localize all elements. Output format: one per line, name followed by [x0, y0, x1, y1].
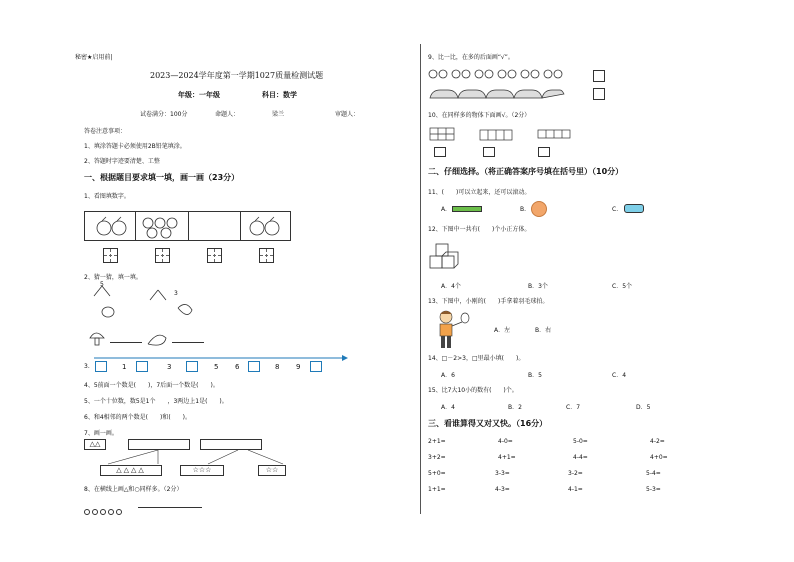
star-row: ☆☆ [258, 465, 286, 476]
notes-title: 答卷注意事项： [84, 128, 127, 135]
question-1: 1、看图填数字。 [84, 193, 130, 200]
question-8: 8、在横线上画△和○同样多。（2分） [84, 486, 183, 493]
answer-line[interactable] [172, 342, 204, 343]
full-score: 试卷满分：100分 [140, 111, 188, 118]
calc-item: 4-1= [568, 486, 583, 493]
bracket-lines [98, 450, 298, 466]
fill-row-icons [88, 328, 208, 350]
car-row-icon [428, 86, 568, 104]
exam-title: 2023—2024学年度第一学期1027质量检测试题 [150, 71, 324, 80]
question-7: 7、画一画。 [84, 430, 118, 437]
question-9: 9、比一比，在多的后面画“√”。 [428, 54, 514, 61]
calc-item: 3+2= [428, 454, 446, 461]
question-3: 3. [84, 363, 90, 370]
split-diagram [88, 284, 208, 324]
boy-racket-icon [430, 308, 470, 352]
check-box[interactable] [593, 88, 605, 100]
note-item: 2、答题时字迹要清楚、工整 [84, 158, 160, 165]
option-label: A．4 [441, 404, 455, 411]
split-top: 3 [174, 290, 178, 297]
option-label: B．2 [508, 404, 522, 411]
option-label: B．右 [535, 327, 552, 334]
check-box[interactable] [593, 70, 605, 82]
question-10: 10、在同样多的物体下面画√。（2分） [428, 112, 531, 119]
section3-title: 三、看谁算得又对又快。（16分） [428, 419, 548, 428]
option-label: C. [612, 206, 619, 213]
question-12: 12、下图中一共有( )个小正方体。 [428, 226, 531, 233]
calc-item: 4-2= [650, 438, 665, 445]
question-6: 6、和4相邻的两个数是( )和( )。 [84, 414, 191, 421]
option-label: B．3个 [528, 283, 548, 290]
answer-line[interactable] [138, 507, 202, 508]
grade-label: 年级：一年级 [178, 91, 220, 99]
number-box[interactable] [248, 361, 260, 372]
option-label: A．6 [441, 372, 455, 379]
apple-icon [92, 214, 132, 238]
number-label: 3 [167, 363, 172, 371]
option-label: A．4个 [441, 283, 461, 290]
reviewer-label: 审题人： [335, 111, 360, 118]
star-row: ☆☆☆ [180, 465, 224, 476]
number-box[interactable] [95, 361, 107, 372]
question-11: 11、( )可以立起来，还可以滚动。 [428, 189, 531, 196]
answer-grid[interactable] [259, 248, 274, 263]
calc-item: 1+1= [428, 486, 446, 493]
option-label: B．5 [528, 372, 542, 379]
calc-item: 5-0= [573, 438, 588, 445]
apple-icon [245, 214, 285, 238]
calc-item: 3-3= [495, 470, 510, 477]
answer-grid[interactable] [207, 248, 222, 263]
option-label: A．左 [494, 327, 511, 334]
number-label: 8 [275, 363, 280, 371]
calc-item: 4-0= [498, 438, 513, 445]
option-label: B. [520, 206, 527, 213]
calc-item: 5+0= [428, 470, 446, 477]
question-14: 14、□－2>3，□里最小填( )。 [428, 355, 525, 362]
question-13: 13、下图中，小刚的( )手拿着羽毛球拍。 [428, 298, 549, 305]
setter-label: 命题人： [215, 111, 240, 118]
number-label: 5 [214, 363, 219, 371]
check-box[interactable] [538, 147, 550, 157]
option-label: D．5 [636, 404, 651, 411]
check-box[interactable] [434, 147, 446, 157]
number-box[interactable] [186, 361, 198, 372]
cuboid-icon [452, 206, 482, 212]
number-box[interactable] [310, 361, 322, 372]
draw-box[interactable] [200, 439, 262, 450]
calc-item: 4-3= [495, 486, 510, 493]
check-box[interactable] [483, 147, 495, 157]
number-label: 1 [122, 363, 127, 371]
option-label: C．7 [566, 404, 581, 411]
section2-title: 二、仔细选择。（将正确答案序号填在括号里）（10分） [428, 167, 624, 176]
circle-row [84, 500, 124, 519]
calc-item: 4+1= [498, 454, 516, 461]
option-label: C．5个 [612, 283, 633, 290]
answer-line[interactable] [110, 342, 142, 343]
triangle-row: △△△△ [100, 465, 162, 476]
question-5: 5、一个十位数，数5是1个 ，3两边上1是( )。 [84, 398, 228, 405]
option-label: C．4 [612, 372, 627, 379]
calc-item: 4+0= [650, 454, 668, 461]
number-label: 9 [296, 363, 301, 371]
answer-grid[interactable] [155, 248, 170, 263]
subject-label: 科目：数学 [262, 91, 297, 99]
section1-title: 一、根据题目要求填一填，画一画（23分） [84, 173, 240, 182]
note-item: 1、填涂答题卡必须使用2B铅笔填涂。 [84, 143, 186, 150]
draw-box[interactable] [128, 439, 190, 450]
apple-icon [140, 214, 186, 240]
answer-grid[interactable] [103, 248, 118, 263]
calc-item: 3-2= [568, 470, 583, 477]
triangle-sample: △△ [84, 439, 106, 450]
option-label: A. [441, 206, 447, 213]
calc-item: 5-4= [646, 470, 661, 477]
secret-tag: 秘密★启用前| [75, 54, 113, 61]
cylinder-icon [624, 204, 644, 213]
cubes-icon [428, 240, 462, 272]
blocks-row-icon [428, 124, 578, 144]
bicycle-row-icon [428, 66, 568, 80]
question-2: 2、猜一猜，填一填。 [84, 274, 142, 281]
question-4: 4、5前面一个数是( )，7后面一个数是( )。 [84, 382, 219, 389]
column-divider [420, 44, 421, 514]
calc-item: 4-4= [573, 454, 588, 461]
number-label: 6 [235, 363, 240, 371]
setter-name: 梁兰 [272, 111, 285, 118]
question-15: 15、比7大10小的数有( )个。 [428, 387, 518, 394]
calc-item: 2+1= [428, 438, 446, 445]
ball-icon [531, 201, 547, 217]
calc-item: 5-3= [646, 486, 661, 493]
split-top: 5 [100, 281, 104, 288]
number-box[interactable] [136, 361, 148, 372]
